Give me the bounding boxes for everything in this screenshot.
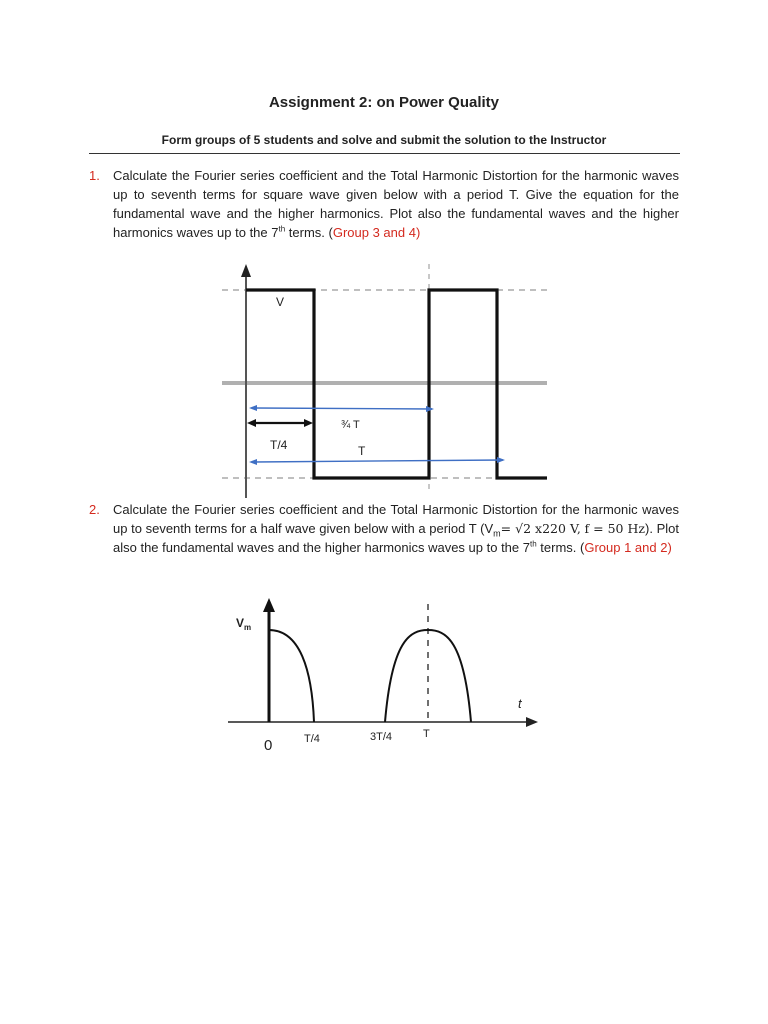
label-vm: $V_m$ — [236, 616, 252, 632]
question-1-group: Group 3 and 4) — [332, 225, 421, 240]
label-three-quarter: 3T/4 — [370, 731, 393, 743]
question-2-text-b: ). Plot also the fundamental waves and the higher harmonics waves up to the 7 — [113, 521, 679, 555]
question-2-number: 2. — [89, 502, 100, 517]
label-quarter-t: T/4 — [270, 438, 288, 452]
label-three-quarter-t: ¾ T — [341, 419, 360, 431]
question-1-sup: th — [278, 224, 286, 234]
question-2-equation: = √2 x220 V, — [500, 521, 581, 536]
question-2-vm-sub: m — [493, 528, 501, 539]
vertical-axis-2 — [263, 598, 275, 722]
question-2-text-c: terms. ( — [536, 540, 585, 555]
question-1-text-a: Calculate the Fourier series coefficient and the Total Harmonic Distortion for the harmonic waves up to seventh terms for square wave given below with a period T. Give the equation for the fundamental wave and the higher harmonics. Plot also the fundamental waves and the higher harmonics waves up to the 7 — [113, 168, 679, 240]
question-1-number: 1. — [89, 168, 100, 183]
label-period: T — [423, 728, 430, 740]
page-subtitle: Form groups of 5 students and solve and submit the solution to the Instructor — [161, 133, 607, 147]
question-1-text-b: terms. ( — [285, 225, 333, 240]
question-2-group: Group 1 and 2) — [584, 540, 672, 555]
label-v: V — [276, 295, 285, 309]
question-2-sup: th — [529, 539, 537, 549]
half-wave-first-lobe — [269, 630, 314, 722]
time-axis — [228, 717, 538, 727]
label-period-t: T — [358, 444, 366, 458]
label-quarter: T/4 — [304, 733, 320, 745]
question-2-frequency: f = 50 Hz — [584, 521, 645, 536]
question-2-text-a: Calculate the Fourier series coefficient and the Total Harmonic Distortion for the harmonic waves up to seventh terms for a half wave given below with a period T (V — [113, 502, 679, 536]
label-t-axis: t — [518, 696, 522, 711]
label-zero: 0 — [264, 737, 273, 754]
page-title: Assignment 2: on Power Quality — [268, 94, 500, 111]
